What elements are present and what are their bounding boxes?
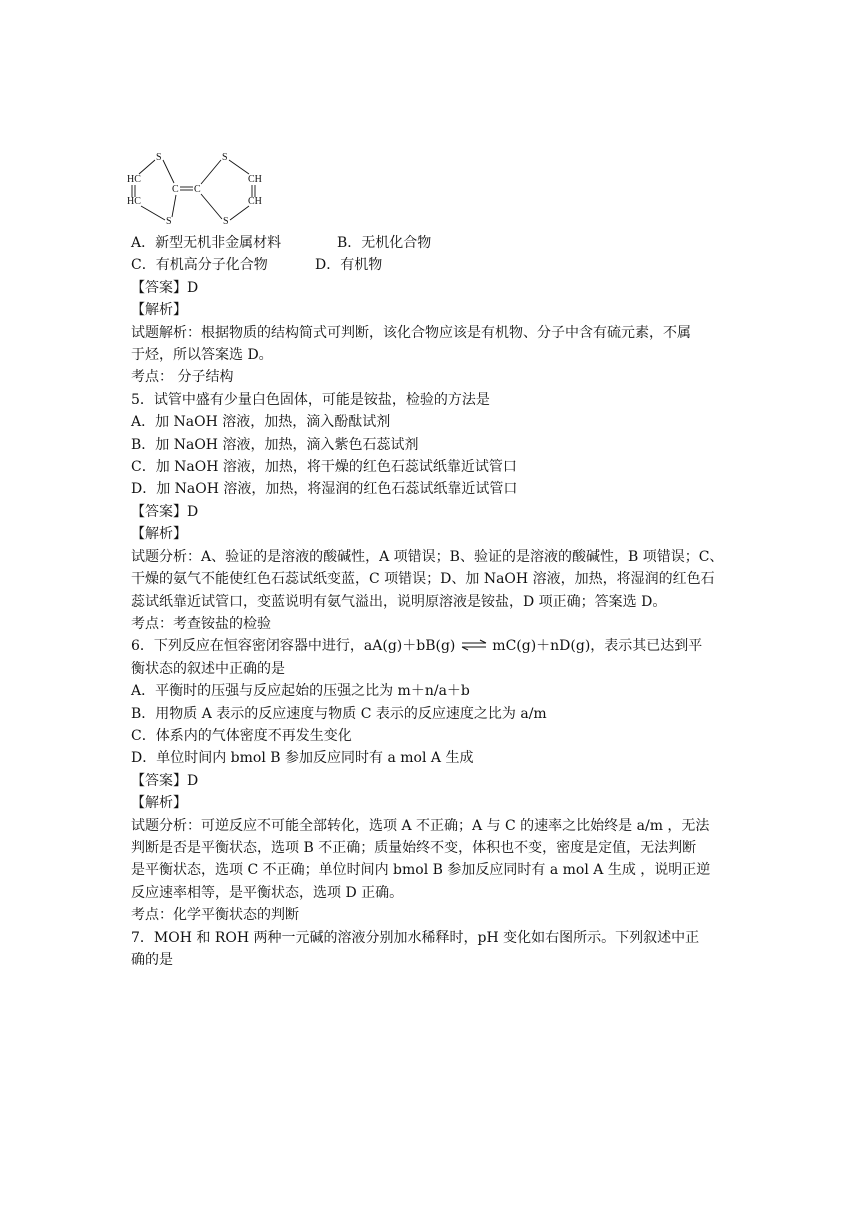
q6-stem-left: 6．下列反应在恒容密闭容器中进行，aA(g)＋bB(g)	[131, 638, 456, 655]
q5-option-b: B．加 NaOH 溶液，加热，滴入紫色石蕊试剂	[131, 436, 419, 453]
q4-analysis-heading: 【解析】	[131, 302, 187, 319]
q7-stem-continued: 确的是	[131, 952, 173, 968]
q6-answer: 【答案】D	[131, 772, 199, 789]
q5-analysis-line: 干燥的氨气不能使红色石蕊试纸变蓝，C 项错误；D、加 NaOH 溶液，加热，将湿润的红色石	[131, 571, 715, 588]
q4-answer: 【答案】D	[131, 279, 199, 296]
q6-option-b: B．用物质 A 表示的反应速度与物质 C 表示的反应速度之比为 a/m	[131, 705, 547, 722]
atom-s-top-right: S	[222, 152, 228, 163]
q6-stem	[131, 635, 741, 657]
q4-option-a: A．新型无机非金属材料	[131, 235, 282, 251]
q4-analysis-line: 试题解析：根据物质的结构简式可判断，该化合物应该是有机物、分子中含有硫元素，不属	[131, 324, 691, 341]
atom-s-top-left: S	[156, 152, 162, 163]
equilibrium-arrow-icon	[460, 639, 488, 651]
q5-analysis-line: 蕊试纸靠近试管口，变蓝说明有氨气溢出，说明原溶液是铵盐，D 项正确；答案选 D。	[131, 593, 667, 610]
q6-option-a: A．平衡时的压强与反应起始的压强之比为 m＋n/a＋b	[131, 683, 470, 700]
q5-option-d: D．加 NaOH 溶液，加热，将湿润的红色石蕊试纸靠近试管口	[131, 481, 518, 498]
q6-analysis-line: 判断是否是平衡状态，选项 B 不正确；质量始终不变，体积也不变，密度是定值，无法判断	[131, 839, 697, 856]
atom-c-left: C	[172, 184, 179, 195]
atom-s-bottom-right: S	[223, 216, 229, 227]
atom-ch-lower: CH	[248, 196, 262, 207]
q6-analysis-line: 是平衡状态，选项 C 不正确；单位时间内 bmol B 参加反应同时有 a mol A 生成 ，说明正逆	[131, 862, 711, 879]
atom-hc-lower: HC	[127, 196, 141, 207]
molecule-structure-diagram	[127, 140, 277, 232]
atom-hc-upper: HC	[127, 174, 141, 185]
q5-analysis-line: 试题分析：A、验证的是溶液的酸碱性，A 项错误；B、验证的是溶液的酸碱性，B 项错误；C、	[131, 548, 724, 565]
q5-stem: 5．试管中盛有少量白色固体，可能是铵盐，检验的方法是	[131, 391, 490, 408]
q5-knowledge-point: 考点：考查铵盐的检验	[131, 615, 271, 632]
q4-analysis-line: 于烃，所以答案选 D。	[131, 347, 273, 364]
q4-option-d: D．有机物	[315, 257, 383, 274]
q6-option-d: D．单位时间内 bmol B 参加反应同时有 a mol A 生成	[131, 750, 474, 767]
q7-stem: 7．MOH 和 ROH 两种一元碱的溶液分别加水稀释时，pH 变化如右图所示。下列叙述中正	[131, 929, 700, 946]
q6-stem-right: mC(g)＋nD(g)，表示其已达到平	[492, 638, 703, 655]
q5-option-c: C．加 NaOH 溶液，加热，将干燥的红色石蕊试纸靠近试管口	[131, 459, 517, 476]
q4-option-c: C．有机高分子化合物	[131, 257, 268, 274]
q4-option-b: B．无机化合物	[337, 235, 432, 251]
q5-option-a: A．加 NaOH 溶液，加热，滴入酚酞试剂	[131, 414, 391, 431]
q5-answer: 【答案】D	[131, 503, 199, 520]
q6-analysis-line: 反应速率相等，是平衡状态，选项 D 正确。	[131, 884, 404, 901]
document-page	[127, 140, 741, 971]
atom-ch-upper: CH	[248, 174, 262, 185]
q4-options-cd	[131, 254, 741, 276]
atom-c-right: C	[194, 184, 201, 195]
q6-option-c: C．体系内的气体密度不再发生变化	[131, 727, 352, 744]
q5-analysis-heading: 【解析】	[131, 526, 187, 543]
q4-options-ab	[131, 232, 741, 254]
q6-analysis-heading: 【解析】	[131, 795, 187, 812]
q6-knowledge-point: 考点：化学平衡状态的判断	[131, 907, 299, 924]
q6-stem-continued: 衡状态的叙述中正确的是	[131, 660, 285, 677]
atom-s-bottom-left: S	[166, 216, 172, 227]
q4-knowledge-point: 考点： 分子结构	[131, 369, 234, 386]
q6-analysis-line: 试题分析：可逆反应不可能全部转化，选项 A 不正确；A 与 C 的速率之比始终是 a/m ，无法	[131, 817, 710, 834]
